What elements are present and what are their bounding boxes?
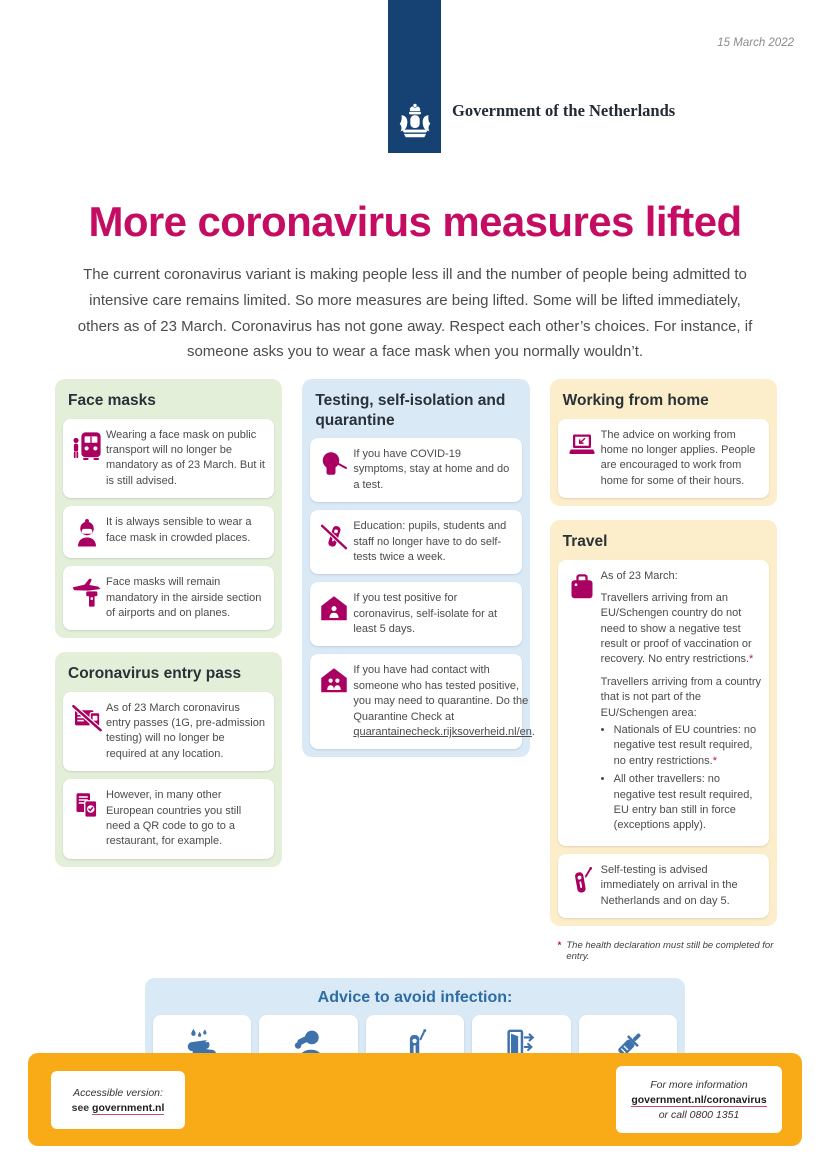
card-education-no-selftests [310,510,521,574]
card-entry-pass-dropped [63,692,274,772]
section-heading-face-masks: Face masks [68,392,156,410]
column-middle [302,379,535,771]
travel-footnote [558,940,775,962]
more-information-label: For more information [650,1078,748,1091]
publication-date: 15 March 2022 [717,37,794,49]
footnote-text: The health declaration must still be completed for entry. [566,939,774,962]
train-icon [68,428,106,490]
coronavirus-info-link[interactable]: government.nl/coronavirus [631,1093,767,1106]
quarantine-text: If you have had contact with someone who has tested positive, you may need to quarantine. Do the Quarantine Check at [353,664,529,723]
footnote-asterisk: * [712,754,717,767]
more-information-link-line [631,1094,766,1106]
card-travel-rules [558,560,769,846]
travel-intro: As of 23 March: [600,569,678,582]
dutch-coat-of-arms-icon [398,103,432,141]
travel-bullet-other-travellers: • All other travellers: no negative test result required, EU entry ban still in force (exceptions apply). [614,772,762,834]
column-right [550,379,777,962]
footnote-asterisk: * [749,653,754,666]
no-self-test-icon [315,519,353,565]
page-title: More coronavirus measures lifted [88,198,742,245]
section-heading-travel: Travel [562,533,608,551]
card-contact-quarantine [310,654,535,749]
card-text [353,663,535,740]
phone-number-line: or call 0800 1351 [658,1108,740,1121]
content-columns [55,379,777,962]
accessible-version-line: see government.nl [71,1101,165,1114]
section-testing [302,379,535,757]
card-positive-self-isolate [310,582,521,646]
travel-bullet-eu-nationals: • Nationals of EU countries: no negative test result required, no entry restrictions.* [614,723,762,769]
card-qr-code-abroad [63,779,274,859]
quarantine-check-link[interactable]: quarantainecheck.rijksoverheid.nl/en [353,726,532,739]
card-working-from-home [558,419,769,499]
footnote-asterisk: * [557,939,562,951]
card-text: Self-testing is advised immediately on arrival in the Netherlands and on day 5. [600,863,738,907]
card-crowded-places-masks [63,506,274,558]
travel-bullet-list [601,723,762,834]
section-face-masks [55,379,282,638]
section-entry-pass [55,652,282,867]
suitcase-icon [563,569,601,837]
card-airports-planes-masks [63,566,274,630]
no-entry-pass-icon [68,701,106,763]
card-text: As of 23 March coronavirus entry passes (1G, pre-admission testing) will no longer be required at any location. [106,701,265,760]
government-nl-link[interactable]: government.nl [92,1101,165,1114]
card-text: Education: pupils, students and staff no longer have to do self-tests twice a week. [353,520,507,563]
accessible-version-label: Accessible version: [73,1086,163,1099]
column-left [55,379,282,881]
card-text: The advice on working from home no longer applies. People are encouraged to work from home for some of their hours. [600,428,756,487]
travel-paragraph-eu: Travellers arriving from an EU/Schengen country do not need to show a negative test result or proof of vaccination or recovery. No entry restrictions.* [600,591,754,666]
symptoms-head-icon [315,447,353,493]
travel-paragraph-non-eu: Travellers arriving from a country that is not part of the EU/Schengen area: [600,675,762,719]
card-arrival-self-testing [558,854,769,918]
card-text: Face masks will remain mandatory in the airside section of airports and on planes. [106,576,262,619]
government-logo-text: Government of the Netherlands [452,101,676,120]
section-working-from-home [550,379,777,506]
more-information-box [616,1066,782,1133]
person-face-mask-icon [68,515,106,549]
section-heading-testing: Testing, self-isolation and quarantine [315,392,506,429]
card-public-transport-masks [63,419,274,499]
card-text: If you test positive for coronavirus, self-isolate for at least 5 days. [353,592,497,636]
government-logo-ribbon [388,0,441,153]
advice-heading: Advice to avoid infection: [317,988,513,1006]
card-symptoms-test [310,438,521,502]
qr-code-documents-icon [68,788,106,850]
airport-plane-icon [68,575,106,621]
section-heading-entry-pass: Coronavirus entry pass [68,665,242,683]
self-test-icon [563,863,601,909]
card-text: If you have COVID-19 symptoms, stay at home and do a test. [353,447,510,491]
accessible-version-box [51,1071,185,1129]
card-text [601,569,762,837]
footer-bar [28,1053,802,1146]
card-text: It is always sensible to wear a face mask in crowded places. [106,516,252,544]
card-text: However, in many other European countries you still need a QR code to go to a restaurant, for example. [106,789,242,848]
laptop-icon [563,428,601,490]
card-text: Wearing a face mask on public transport will no longer be mandatory as of 23 March. But it is still advised. [106,428,265,487]
house-person-icon [315,591,353,637]
quarantine-text-end: . [531,726,535,739]
intro-paragraph: The current coronavirus variant is making people less ill and the number of people being admitted to intensive care remains limited. So more measures are being lifted. Some will be lifted immediately, others as of 23 March. Coronavirus has not gone away. Respect each other’s choices. For instance, if someone asks you to wear a face mask when you normally wouldn’t. [77,266,753,361]
section-heading-working-from-home: Working from home [562,392,709,410]
house-two-people-icon [315,663,353,740]
section-travel [550,520,777,926]
